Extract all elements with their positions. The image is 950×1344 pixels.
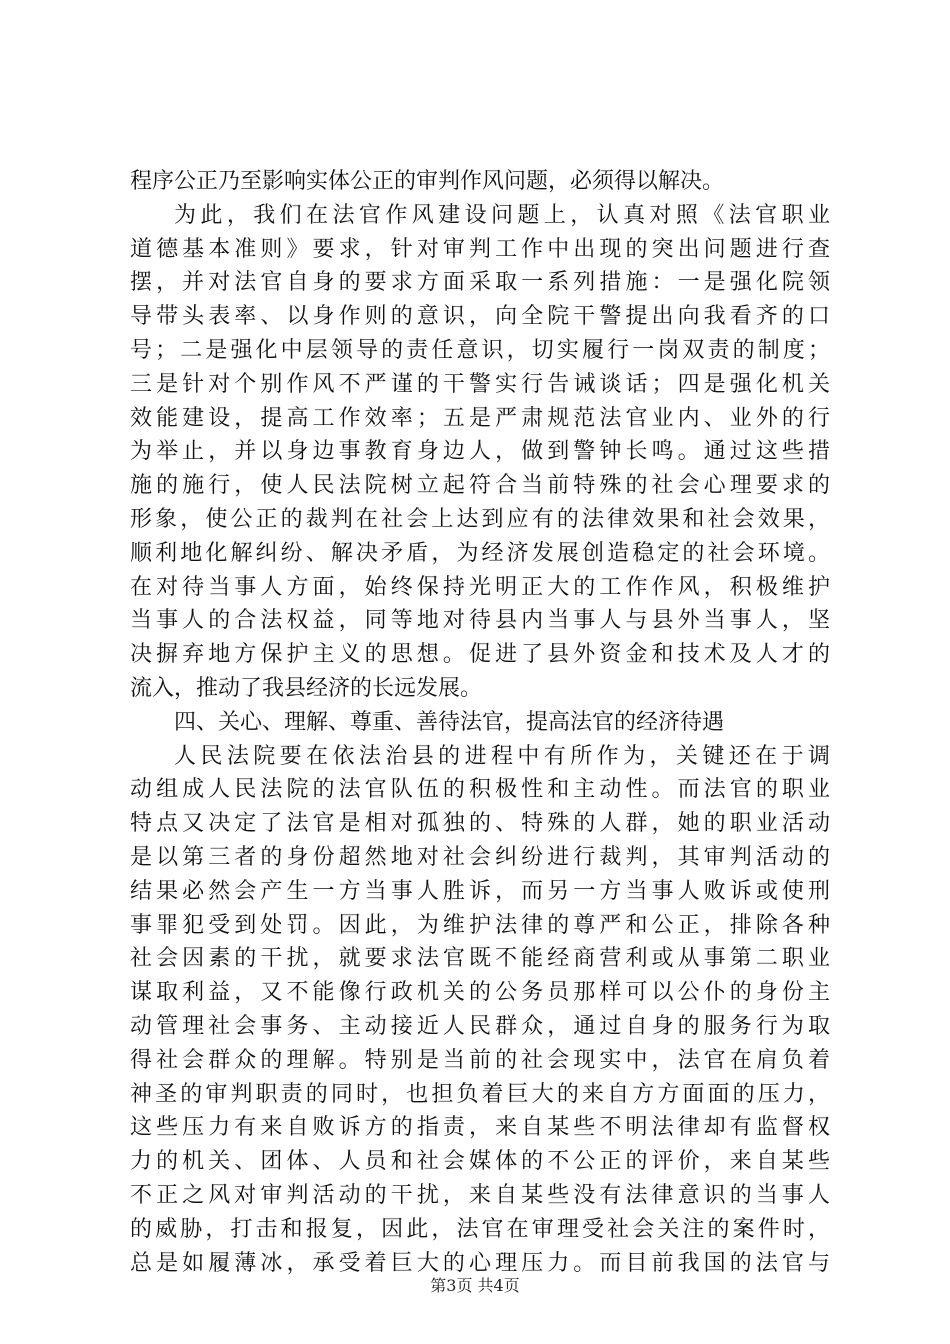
text-line: 这些压力有来自败诉方的指责，来自某些不明法律却有监督权 bbox=[130, 1115, 830, 1141]
text-line: 为举止，并以身边事教育身边人，做到警钟长鸣。通过这些措 bbox=[130, 439, 830, 465]
text-line: 施的施行，使人民法院树立起符合当前特殊的社会心理要求的 bbox=[130, 473, 830, 499]
text-line: 顺利地化解纠纷、解决矛盾，为经济发展创造稳定的社会环境。 bbox=[130, 540, 830, 566]
text-line: 动管理社会事务、主动接近人民群众，通过自身的服务行为取 bbox=[130, 1013, 830, 1039]
text-line: 人民法院要在依法治县的进程中有所作为，关键还在于调 bbox=[174, 743, 830, 769]
text-line: 导带头表率、以身作则的意识，向全院干警提出向我看齐的口 bbox=[130, 304, 830, 330]
text-line: 不正之风对审判活动的干扰，来自某些没有法律意识的当事人 bbox=[130, 1182, 830, 1208]
text-line: 得社会群众的理解。特别是当前的社会现实中，法官在肩负着 bbox=[130, 1047, 830, 1073]
text-line: 当事人的合法权益，同等地对待县内当事人与县外当事人，坚 bbox=[130, 608, 830, 634]
text-line: 决摒弃地方保护主义的思想。促进了县外资金和技术及人才的 bbox=[130, 642, 830, 668]
text-line: 结果必然会产生一方当事人胜诉，而另一方当事人败诉或使刑 bbox=[130, 878, 830, 904]
text-line: 神圣的审判职责的同时，也担负着巨大的来自方方面面的压力， bbox=[130, 1081, 830, 1107]
text-line: 号；二是强化中层领导的责任意识，切实履行一岗双责的制度； bbox=[130, 337, 830, 363]
text-line: 三是针对个别作风不严谨的干警实行告诫谈话；四是强化机关 bbox=[130, 371, 830, 397]
text-line: 形象，使公正的裁判在社会上达到应有的法律效果和社会效果， bbox=[130, 506, 830, 532]
text-line: 四、关心、理解、尊重、善待法官，提高法官的经济待遇 bbox=[174, 709, 725, 735]
text-line: 为此，我们在法官作风建设问题上，认真对照《法官职业 bbox=[174, 202, 830, 228]
text-line: 特点又决定了法官是相对孤独的、特殊的人群，她的职业活动 bbox=[130, 811, 830, 837]
page-footer: 第3页 共4页 bbox=[430, 1276, 520, 1295]
text-line: 程序公正乃至影响实体公正的审判作风问题，必须得以解决。 bbox=[130, 169, 725, 194]
document-body bbox=[130, 165, 830, 1280]
text-line: 的威胁，打击和报复，因此，法官在审理受社会关注的案件时， bbox=[130, 1216, 830, 1242]
text-line: 道德基本准则》要求，针对审判工作中出现的突出问题进行查 bbox=[130, 236, 830, 262]
text-line: 总是如履薄冰，承受着巨大的心理压力。而目前我国的法官与 bbox=[130, 1250, 830, 1276]
text-line: 在对待当事人方面，始终保持光明正大的工作作风，积极维护 bbox=[130, 574, 830, 600]
text-line: 力的机关、团体、人员和社会媒体的不公正的评价，来自某些 bbox=[130, 1149, 830, 1175]
text-line: 效能建设，提高工作效率；五是严肃规范法官业内、业外的行 bbox=[130, 405, 830, 431]
text-line: 事罪犯受到处罚。因此，为维护法律的尊严和公正，排除各种 bbox=[130, 912, 830, 938]
text-line: 是以第三者的身份超然地对社会纠纷进行裁判，其审判活动的 bbox=[130, 844, 830, 870]
text-line: 动组成人民法院的法官队伍的积极性和主动性。而法官的职业 bbox=[130, 777, 830, 803]
text-line: 流入，推动了我县经济的长远发展。 bbox=[130, 675, 483, 701]
text-line: 摆，并对法官自身的要求方面采取一系列措施：一是强化院领 bbox=[130, 270, 830, 296]
text-line: 谋取利益，又不能像行政机关的公务员那样可以公仆的身份主 bbox=[130, 980, 830, 1006]
text-line: 社会因素的干扰，就要求法官既不能经商营利或从事第二职业 bbox=[130, 946, 830, 972]
